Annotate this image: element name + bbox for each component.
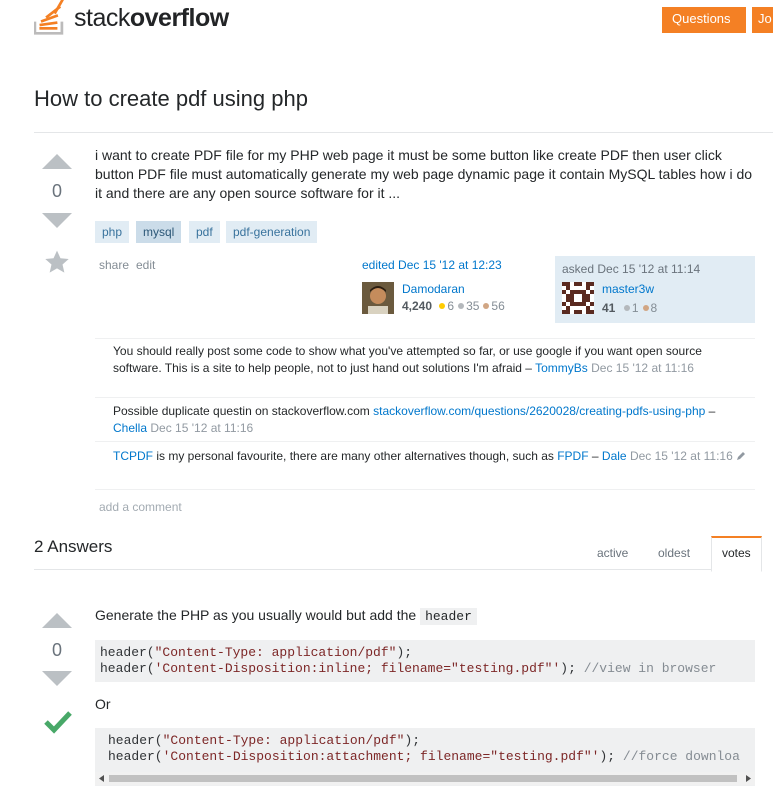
upvote-arrow-icon[interactable] [42,154,72,169]
code-comment: //force downloa [622,749,740,764]
comment-separator: – [705,404,716,418]
tag-mysql[interactable]: mysql [136,221,181,243]
edit-link[interactable]: edit [136,258,156,272]
gold-badge-icon [439,303,445,309]
question-vote-count: 0 [51,181,62,201]
share-link[interactable]: share [99,258,130,272]
editor-signature [362,258,547,318]
code-line [100,661,750,677]
question-vote-cell [37,154,77,228]
comment-user-link[interactable]: Dale [601,449,627,463]
bronze-badge-icon [643,305,649,311]
code-string: "Content-Type: application/pdf" [162,733,405,748]
editor-reputation [402,299,505,313]
comment-1 [113,343,751,377]
tag-pdf[interactable]: pdf [189,221,220,243]
comment-separator: – [588,449,602,463]
bronze-badge-icon [483,303,489,309]
comment-divider [95,397,755,398]
comment-date[interactable]: Dec 15 '12 at 11:16 [150,421,254,435]
scrollbar-thumb[interactable] [109,775,737,782]
question-body: i want to create PDF file for my PHP web page it must be some button like create PDF then user click button PDF file must automatically generate my web page dynamic page it contain MySQL tables how i do it and there are any open source software for it ... [95,147,753,201]
asked-timestamp: asked Dec 15 '12 at 11:14 [562,262,701,276]
comment-link[interactable]: stackoverflow.com/questions/2620028/creating-pdfs-using-php [373,404,706,418]
answer-intro-text: Generate the PHP as you usually would but add the [95,607,421,623]
favorite-star-icon[interactable] [44,249,70,275]
code-end: ); [560,661,584,676]
asker-rep: 41 [602,301,616,315]
comment-link-fpdf[interactable]: FPDF [557,449,589,463]
silver-badge-icon [624,305,630,311]
answers-count-heading: 2 Answers [34,537,113,556]
code-string: 'Content-Disposition:inline; filename="testing.pdf"' [154,661,561,676]
downvote-arrow-icon[interactable] [42,213,72,228]
comment-text: is my personal favourite, there are many other alternatives though, such as [153,449,558,463]
code-line [100,645,750,661]
downvote-arrow-icon[interactable] [42,671,72,686]
logo-word-stack: stack [74,4,130,32]
editor-name[interactable]: Damodaran [402,282,465,296]
code-fn: header( [108,733,163,748]
editor-silver: 35 [466,299,480,313]
asker-avatar[interactable] [562,282,594,314]
asker-name[interactable]: master3w [602,282,655,296]
editor-avatar[interactable] [362,282,394,314]
code-end: ); [599,749,623,764]
asker-silver: 1 [631,301,639,315]
add-comment-link[interactable]: add a comment [99,500,182,514]
code-line [108,733,742,749]
editor-rep: 4,240 [402,299,433,313]
code-fn: header( [108,749,163,764]
comment-divider [95,489,755,490]
comment-date[interactable]: Dec 15 '12 at 11:16 [591,361,694,375]
comment-3 [113,448,753,465]
code-fn: header( [100,645,155,660]
question-title[interactable]: How to create pdf using php [34,86,308,111]
comments-divider [95,338,755,339]
comment-user-link[interactable]: Chella [113,421,148,435]
tab-votes[interactable]: votes [711,536,762,572]
title-divider [34,132,773,133]
comment-divider [95,441,755,442]
code-block-inline [95,640,755,682]
answer-or-text: Or [95,696,111,712]
code-comment: //view in browser [583,661,717,676]
answer-vote-count: 0 [51,640,62,660]
code-end: ); [404,733,421,748]
code-string: "Content-Type: application/pdf" [154,645,397,660]
comment-text: You should really post some code to show what you've attempted so far, or use google if you want open source software. This is a site to help people, not to just hand out solutions I'm afraid – [113,344,702,375]
editor-bronze: 56 [491,299,505,313]
tab-oldest[interactable]: oldest [658,546,691,560]
code-string: 'Content-Disposition:attachment; filename="testing.pdf"' [162,749,600,764]
comment-date[interactable]: Dec 15 '12 at 11:16 [629,449,733,463]
upvote-arrow-icon[interactable] [42,613,72,628]
asker-bronze: 8 [650,301,658,315]
nav-questions-button[interactable]: Questions [662,7,746,33]
logo-word-overflow: overflow [129,4,229,32]
edit-pencil-icon [736,451,746,461]
code-line [108,749,742,765]
site-name[interactable] [74,4,229,33]
asker-reputation [602,299,657,317]
tab-active[interactable]: active [597,546,629,560]
comment-link-tcpdf[interactable]: TCPDF [113,449,153,463]
code-end: ); [396,645,413,660]
edited-timestamp-link[interactable]: edited Dec 15 '12 at 12:23 [362,258,502,272]
scroll-right-icon[interactable] [745,775,752,782]
editor-gold: 6 [447,299,455,313]
comment-text: Possible duplicate questin on stackoverflow.com [113,404,374,418]
nav-jobs-button[interactable]: Jo [752,7,773,33]
answer-vote-cell [37,613,77,686]
owner-signature [555,256,755,323]
scroll-left-icon[interactable] [98,775,105,782]
comment-user-link[interactable]: TommyBs [535,361,588,375]
answer-intro [95,606,477,626]
comment-2 [113,403,743,437]
silver-badge-icon [458,303,464,309]
code-horizontal-scrollbar[interactable] [95,772,755,785]
inline-code-header: header [420,608,477,625]
tag-pdf-generation[interactable]: pdf-generation [226,221,317,243]
code-fn: header( [100,661,155,676]
accepted-checkmark-icon [44,710,72,734]
tag-php[interactable]: php [95,221,129,243]
stackoverflow-logo-icon[interactable] [34,0,70,36]
